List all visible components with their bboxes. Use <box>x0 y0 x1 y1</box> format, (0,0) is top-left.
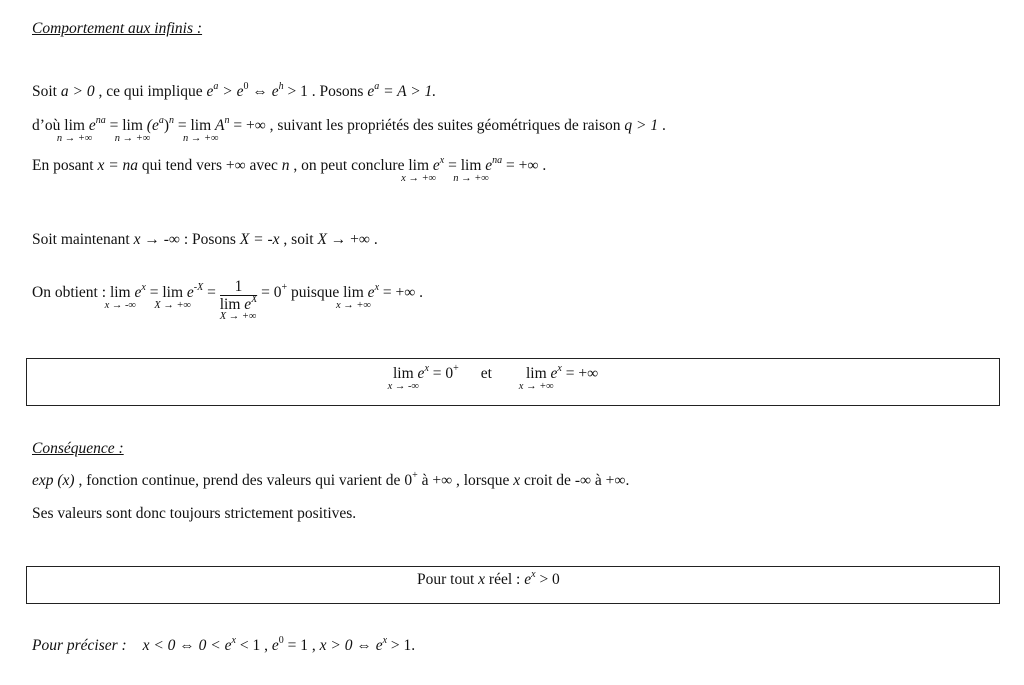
line-exp-continue: exp (x) , fonction continue, prend des valeurs qui varient de 0+ à +∞ , lorsque x croit de -∞ à +∞. <box>32 470 630 489</box>
limit-operator: lim X → +∞ <box>154 284 192 312</box>
limits-result-box <box>26 358 1000 406</box>
line-en-posant: En posant x = na qui tend vers +∞ avec n , on peut conclure lim x → +∞ $e^x$ = lim n → +∞ $e^{na}$ = +∞ . <box>32 155 547 184</box>
line-dou: d’où lim n → +∞ $e^{na}$ = lim n → +∞ $(e^a)^n$ = lim n → +∞ $A^n$ = +∞ , suivant les propriétés des suites géométriques de raison q > 1 . <box>32 115 666 144</box>
line-valeurs-positives: Ses valeurs sont donc toujours strictement positives. <box>32 505 357 522</box>
heading-infinite-behaviour: Comportement aux infinis : <box>32 20 203 37</box>
limit-operator: lim x → -∞ <box>104 284 136 312</box>
limit-operator: lim x → +∞ <box>401 157 437 184</box>
line-soit-a: Soit a > 0 , ce qui implique $e^a > e^0$ ⇔ $e^h > 1$ . Posons $e^a = A > 1$. <box>32 81 437 100</box>
limit-operator: lim n → +∞ <box>183 117 219 144</box>
limit-operator: lim n → +∞ <box>453 157 489 184</box>
positivity-statement: Pour tout x réel : $e^x > 0$ <box>417 569 560 588</box>
heading-consequence: Conséquence : <box>32 440 124 457</box>
fraction: 1 $\lim e^X$ X → +∞ <box>219 278 258 322</box>
limit-operator: lim n → +∞ <box>114 117 151 144</box>
limit-operator: lim x → -∞ <box>387 365 420 392</box>
positivity-box <box>26 566 1000 604</box>
line-on-obtient: On obtient : lim x → -∞ $e^x$ = lim X → +∞ $e^{-X}$ = 1 $\lim e^X$ X → +∞ = 0+ puisque lim x → +∞ $e^x$ = +∞ . <box>32 278 424 322</box>
limit-operator: lim n → +∞ <box>56 117 93 144</box>
limit-operator: lim x → +∞ <box>335 284 371 312</box>
line-soit-maintenant: Soit maintenant x → -∞ : Posons X = -x , soit X → +∞ . <box>32 231 378 248</box>
limit-operator: lim x → +∞ <box>518 365 554 392</box>
limits-result: lim x → -∞ $e^x = 0^+$ et lim x → +∞ $e^x$ = +∞ <box>387 363 599 392</box>
line-pour-preciser: Pour préciser : x < 0 ⇔ $0 < e^x < 1$ , $e^0 = 1$ , x > 0 ⇔ $e^x > 1$. <box>32 635 416 654</box>
